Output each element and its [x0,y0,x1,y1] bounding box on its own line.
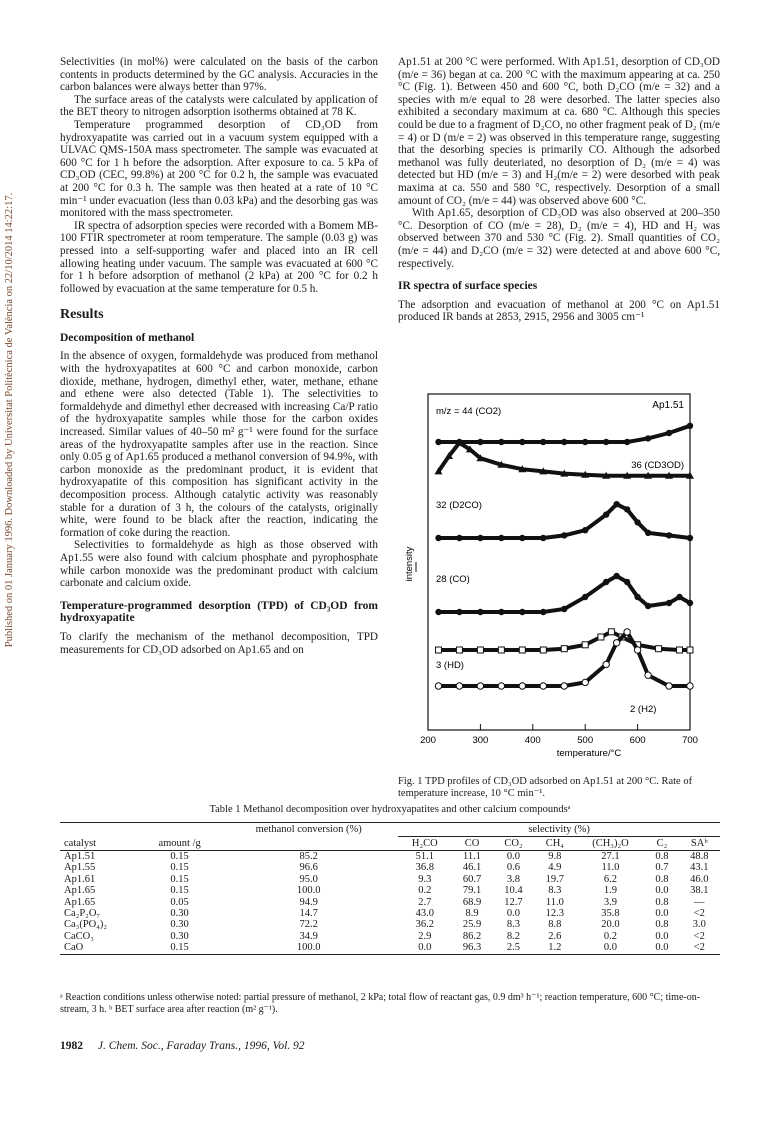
table-cell: 48.8 [690,851,709,862]
series-label: 3 (HD) [436,660,464,671]
data-point [656,646,662,652]
header-column: (CH₃)₂O [592,838,629,849]
page-number: 1982 [60,1040,83,1052]
table-cell: 0.15 [170,942,189,954]
data-point [687,683,693,689]
table-cell: Ap1.65 [64,896,96,908]
data-point [456,609,462,615]
table-cell: 0.0 [655,908,669,920]
data-point [477,535,483,541]
data-point [603,439,609,445]
table-cell: 0.0 [418,942,432,954]
data-point [477,439,483,445]
paragraph: In the absence of oxygen, formaldehyde was produced from methanol with the hydroxyapatites at 600 °C and carbon monoxide, carbon dioxide, methane, hydrogen, dimethyl ether, water, methane, ethane and ethene were also detected (Table 1). The selectivities to formaldehyde and dimethyl ether decreased with increasing Ca/P ratio of the hydroxyapatite samples while those for the carbon oxides increased. Similar values of 40–50 m² g⁻¹ were found for the surface areas of the hydroxyapatite samples after use in the reaction. Since only 0.05 g of Ap1.65 produced a methanol conversion of 94.9%, with carbon monoxide as the predominant product, it is evident that hydroxyapatite of this composition has significant activity in the decomposition process. Although catalytic activity was reasonably stable for a duration of 3 h, the colours of the catalysts, originally white, were found to be black after the reaction, indicating the formation of coke during the reaction. [60,350,378,539]
table-cell: 0.05 [170,896,189,908]
tpd-chart [398,386,720,770]
table-cell: 20.0 [601,919,620,931]
table-cell: 0.7 [655,862,669,874]
table-row [60,862,720,873]
paragraph: With Ap1.65, desorption of CD₃OD was also observed at 200–350 °C. Desorption of CO (m/e = 28), D₂ (m/e = 4), HD and H₂ was observed between 370 and 530 °C (Fig. 2). Small quantities of CO₂ (m/e = 44) and D₂CO (m/e = 32) were detected at and above 600 °C, respectively. [398,207,720,270]
data-point [603,511,609,517]
series-label: 28 (CO) [436,574,470,585]
table-cell: 2.9 [418,930,432,942]
watermark-text: Published on 01 January 1996. Downloaded by Universitat Politècnica de València on 22/10/2014 14:22:17. [4,192,15,648]
data-point [624,579,630,585]
table-cell: 0.15 [170,862,189,874]
table-cell: 9.8 [548,851,562,862]
data-point [645,603,651,609]
series-label: 32 (D2CO) [436,500,482,511]
table-cell: 0.2 [418,885,432,897]
chart-title: Ap1.51 [652,400,684,411]
table-cell: Ca₂P₂O₇ [64,908,101,920]
table-row [60,942,720,954]
table-cell: 4.9 [548,862,562,874]
table-cell: 0.8 [655,873,669,885]
table-cell: 2.5 [506,942,520,954]
series-line [439,632,691,686]
data-point [519,609,525,615]
header-catalyst: catalyst [64,837,97,849]
x-tick-label: 600 [629,735,646,746]
data-point [519,683,525,689]
table-row [60,931,720,942]
table-cell: 27.1 [601,851,620,862]
table-cell: 0.15 [170,851,189,862]
data-point [645,435,651,441]
table-cell: 72.2 [299,919,318,931]
data-point [666,532,672,538]
table-cell: 14.7 [299,908,318,920]
data-point [624,629,630,635]
table-cell: 0.2 [603,930,617,942]
table-cell: 95.0 [299,873,318,885]
series-label: 2 (H2) [630,704,657,715]
header-conversion: methanol conversion (%) [255,824,362,836]
table-cell: CaCO₃ [64,930,94,942]
data-point [456,683,462,689]
data-point [498,647,504,653]
table-cell: — [694,896,705,908]
data-point [613,573,619,579]
subsection-heading: Temperature-programmed desorption (TPD) of CD₃OD from hydroxyapatite [60,599,378,625]
table-cell: <2 [693,930,705,942]
table-cell: <2 [693,942,705,954]
table-cell: 100.0 [296,942,321,954]
section-heading-results: Results [60,307,104,323]
figure-1 [398,386,720,775]
table-cell: 1.2 [548,942,562,954]
table-footnote: ᵃ Reaction conditions unless otherwise noted: partial pressure of methanol, 2 kPa; total flow of reactant gas, 0.9 dm³ h⁻¹; reaction temperature, 600 °C; time-on-stream, 3 h. ᵇ BET surface area after reaction (m² g⁻¹). [60,992,701,1015]
subsection-heading: Decomposition of methanol [60,331,195,344]
header-selectivity: selectivity (%) [398,823,720,837]
table-cell: 86.2 [462,930,482,942]
table-cell: 6.2 [603,873,617,885]
data-point [666,683,672,689]
data-point [634,594,640,600]
data-point [561,532,567,538]
x-tick-label: 700 [682,735,698,746]
table-cell: 46.1 [462,862,482,874]
data-point [645,530,651,536]
table-cell: 12.7 [504,896,523,908]
data-point [645,672,651,678]
data-point [477,683,483,689]
data-point [598,634,604,640]
x-axis-label: temperature/°C [556,748,622,759]
table-row [60,897,720,908]
series-label: m/z = 44 (CO2) [436,406,502,417]
table-cell: 51.1 [415,851,434,862]
table-row [60,885,720,896]
table-cell: 8.3 [548,885,562,897]
data-point [561,606,567,612]
table-cell: <2 [693,908,705,920]
table-cell: 0.0 [655,885,669,897]
table-cell: 38.1 [690,885,709,897]
table-cell: 0.30 [170,919,189,931]
table-cell: 0.8 [655,851,669,862]
data-point [603,661,609,667]
data-point [435,609,441,615]
table-cell: 0.30 [170,930,189,942]
y-axis-label: intensity [404,546,415,582]
paragraph: IR spectra of adsorption species were recorded with a Bomem MB-100 FTIR spectrometer at room temperature. The sample (0.03 g) was pressed into a self-supporting wafer and placed into an IR cell allowing heating under vacuum. The sample was evacuated at 600 °C for 1 h before adsorption of methanol (2 kPa) at 200 °C for 0.2 h followed by evacuation at the same temperature for 0.5 h. [60,219,378,295]
table-cell: 0.0 [655,942,669,954]
data-point [613,640,619,646]
data-point [561,439,567,445]
table-cell: 0.8 [655,919,669,931]
data-point [519,439,525,445]
header-column: CO₂ [504,838,523,849]
table-cell: 100.0 [296,885,321,897]
x-tick-label: 200 [420,735,436,746]
data-point [561,646,567,652]
data-point [519,647,525,653]
table-cell: 43.0 [415,908,434,920]
data-point [540,683,546,689]
x-tick-label: 400 [524,735,541,746]
table-row [60,851,720,863]
data-point [582,594,588,600]
table-cell: Ap1.65 [64,885,96,897]
table-cell: 2.7 [418,896,432,908]
table-cell: 60.7 [462,873,482,885]
x-tick-label: 500 [577,735,594,746]
table-cell: 10.4 [504,885,523,897]
paragraph: Selectivities (in mol%) were calculated on the basis of the carbon contents in products determined by the GC analysis. Accuracies in the carbon balances were always better than 97%. [60,56,378,94]
data-point [582,527,588,533]
data-point [477,609,483,615]
data-point [435,683,441,689]
subsection-heading: IR spectra of surface species [398,280,538,293]
data-point [582,439,588,445]
table-cell: 12.3 [545,908,565,920]
data-point [540,535,546,541]
data-point [498,609,504,615]
table-cell: 0.0 [603,942,617,954]
data-point [540,647,546,653]
data-table [60,822,720,955]
x-tick-label: 300 [472,735,489,746]
table-cell: 11.0 [545,896,564,908]
data-point [456,647,462,653]
paragraph: The surface areas of the catalysts were calculated by application of the BET theory to nitrogen adsorption isotherms obtained at 78 K. [60,93,378,119]
data-point [634,647,640,653]
table-cell: 0.8 [655,896,669,908]
data-point [603,579,609,585]
table-cell: 11.0 [601,862,620,874]
table-cell: 1.9 [603,885,617,897]
table-cell: 85.2 [299,851,318,862]
table-cell: 0.15 [170,885,189,897]
data-point [666,430,672,436]
table-cell: 34.9 [299,930,318,942]
data-point [608,629,614,635]
data-point [676,594,682,600]
plot-frame [428,394,690,730]
table-cell: 0.0 [506,908,520,920]
data-point [435,535,441,541]
data-point [582,642,588,648]
table-cell: 9.3 [418,873,432,885]
data-point [634,519,640,525]
table-row [60,919,720,930]
data-point [677,647,683,653]
table-cell: Ap1.61 [64,873,96,885]
table-cell: 36.8 [415,862,434,874]
table-cell: 46.0 [690,873,709,885]
header-column: CO [464,838,480,849]
paragraph: Ap1.51 at 200 °C were performed. With Ap1.51, desorption of CD₃OD (m/e = 36) began at ca. 200 °C with the maximum appearing at ca. 250 °C (Fig. 1). Between 450 and 600 °C, both D₂CO (m/e = 32) and a species with m/e equal to 28 were desorbed. The latter species also exhibited a secondary maximum at ca. 680 °C. Although this species could be due to a fragment of D₂CO, no other fragment peak of D₂ (m/e = 4) or D (m/e = 2) was observed in this temperature range, suggesting that the desorbing species is primarily CO. Although the adsorbed methanol was fully deuteriated, no desorption of D₂ (m/e = 4) was detected but HD (m/e = 3) and H₂(m/e = 2) were desorbed with peak maxima at ca. 550 and 580 °C, respectively. Desorption of a small amount of CO₂ (m/e = 44) was observed above 600 °C. [398,56,720,207]
table-cell: Ap1.55 [64,862,96,874]
data-point [498,683,504,689]
table-cell: 19.7 [545,873,565,885]
table-cell: 8.8 [548,919,562,931]
data-point [435,439,441,445]
download-watermark [4,150,18,690]
data-point [498,439,504,445]
data-point [666,600,672,606]
paragraph: The adsorption and evacuation of methanol at 200 °C on Ap1.51 produced IR bands at 2853, 2915, 2956 and 3005 cm⁻¹ [398,298,720,324]
table-cell: 3.9 [603,896,617,908]
data-point [624,506,630,512]
table-cell: 36.2 [415,919,434,931]
table-cell: 68.9 [462,896,482,908]
paragraph: To clarify the mechanism of the methanol decomposition, TPD measurements for CD₃OD adsorbed on Ap1.65 and on [60,630,378,656]
data-point [540,439,546,445]
data-point [687,423,693,429]
table-cell: 25.9 [462,919,482,931]
table-cell: 11.1 [463,851,482,862]
data-point [540,609,546,615]
table-cell: 79.1 [462,885,482,897]
header-column: SAᵇ [690,838,708,849]
table-cell: 0.30 [170,908,189,920]
journal-citation: J. Chem. Soc., Faraday Trans., 1996, Vol. 92 [97,1040,305,1052]
table-cell: 0.15 [170,873,189,885]
data-point [687,535,693,541]
header-column: CH₄ [545,838,564,849]
table-cell: 8.3 [506,919,520,931]
data-point [519,535,525,541]
header-column: C₂ [656,838,668,849]
data-point [613,501,619,507]
data-point [456,535,462,541]
paragraph: Temperature programmed desorption of CD₃OD from hydroxyapatite was carried out in a vacuum system equipped with a ULVAC QMS-150A mass spectrometer. The sample was evacuated at 600 °C for 1 h before the adsorption. After exposure to ca. 5 kPa of CD₃OD (CEC, 99.8%) at 200 °C for 0.2 h, the sample was evacuated at 200 °C for 0.3 h. The sample was then heated at a rate of 10 °C min⁻¹ under evacuation (less than 0.03 kPa) and the desorbing gas was monitored with the mass spectrometer. [60,118,378,220]
table-cell: 94.9 [299,896,318,908]
data-point [498,535,504,541]
data-point [435,647,441,653]
table-cell: 96.6 [299,862,318,874]
data-point [687,600,693,606]
left-column [60,56,378,656]
table-cell: 3.0 [692,919,706,931]
data-point [582,679,588,685]
table-cell: Ap1.51 [64,851,96,862]
data-point [561,683,567,689]
data-point [477,647,483,653]
table-cell: CaO [64,942,84,954]
series-label: 36 (CD3OD) [631,460,684,471]
table-title: Table 1 Methanol decomposition over hydroxyapatites and other calcium compoundsᵃ [209,804,571,815]
table-cell: 0.0 [655,930,669,942]
table-row [60,874,720,885]
table-cell: 8.9 [465,908,479,920]
table-cell: 8.2 [506,930,520,942]
table-cell: 0.6 [506,862,520,874]
page-footer [60,1040,305,1052]
table-cell: 0.0 [506,851,520,862]
header-column: H₂CO [411,838,438,849]
data-point [624,439,630,445]
paragraph: Selectivities to formaldehyde as high as those observed with Ap1.55 were also found with calcium phosphate and pyrophosphate while carbon monoxide was the predominant product with calcium carbonate and calcium oxide. [60,539,378,590]
table-cell: 96.3 [462,942,482,954]
table-cell: 3.8 [506,873,520,885]
header-amount: amount /g [158,837,201,849]
right-column [398,56,720,324]
data-point [687,647,693,653]
table-cell: 35.8 [601,908,620,920]
table-row [60,908,720,919]
figure-caption: Fig. 1 TPD profiles of CD₃OD adsorbed on Ap1.51 at 200 °C. Rate of temperature increase, 10 °C min⁻¹. [398,776,693,799]
table-cell: 43.1 [690,862,709,874]
table-cell: Ca₃(PO₄)₂ [64,919,108,931]
table-cell: 2.6 [548,930,562,942]
